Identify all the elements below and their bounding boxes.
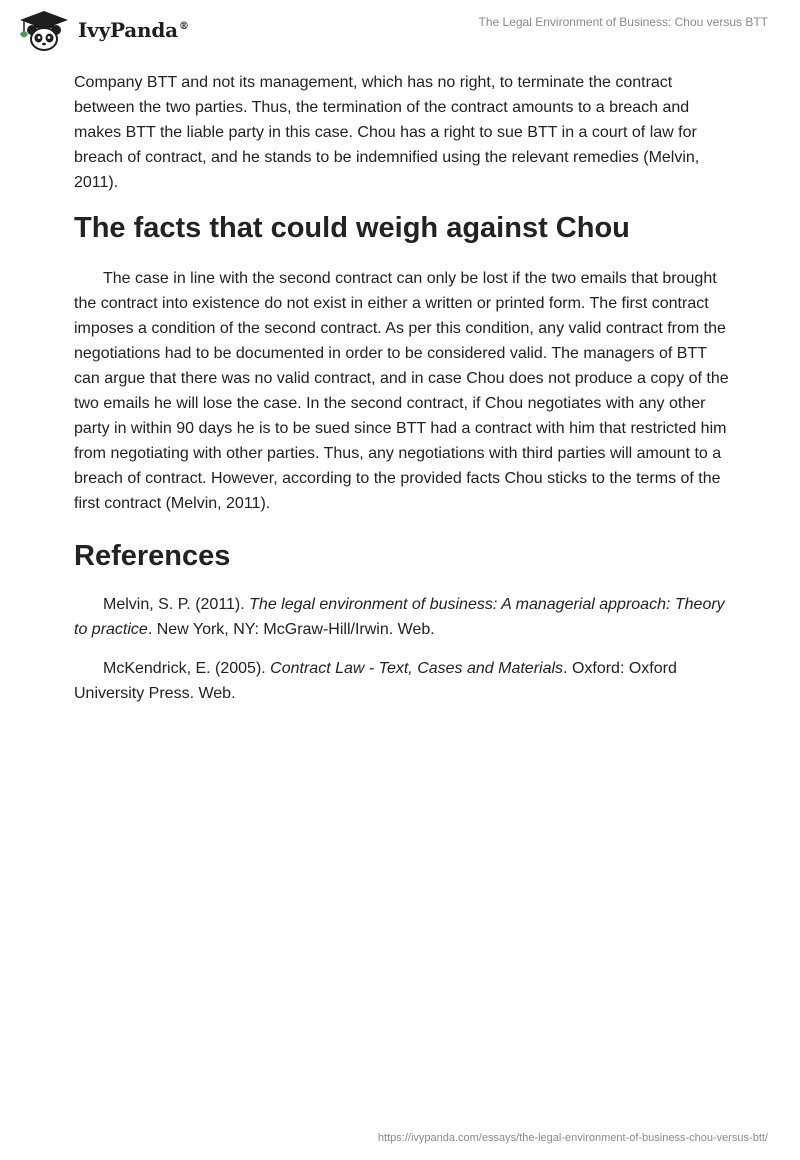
document-body bbox=[74, 70, 730, 720]
reference-item: Melvin, S. P. (2011). The legal environment of business: A managerial approach: Theory to practice. New York, NY: McGraw-Hill/Irwin. Web. bbox=[74, 596, 725, 638]
section-heading-facts: The facts that could weigh against Chou bbox=[74, 212, 630, 244]
reference-title: Contract Law - Text, Cases and Materials bbox=[270, 660, 564, 677]
brand-logo[interactable] bbox=[14, 8, 189, 52]
reference-title: The legal environment of business: A managerial approach: Theory to practice bbox=[74, 596, 725, 638]
source-url[interactable]: https://ivypanda.com/essays/the-legal-environment-of-business-chou-versus-btt/ bbox=[377, 1132, 768, 1144]
brand-name: IvyPanda® bbox=[78, 18, 189, 42]
references-heading: References bbox=[74, 540, 231, 572]
facts-paragraph: The case in line with the second contract can only be lost if the two emails that brought the contract into existence do not exist in either a written or printed form. The first contract imposes a condition of the second contract. As per this condition, any valid contract from the negotiations had to be documented in order to be considered valid. The managers of BTT can argue that there was no valid contract, and in case Chou does not produce a copy of the two emails he will lose the case. In the second contract, if Chou negotiates with any other party in within 90 days he is to be sued since BTT had a contract with him that restricted him from negotiating with other parties. Thus, any negotiations with third parties will amount to a breach of contract. However, according to the provided facts Chou sticks to the terms of the first contract (Melvin, 2011). bbox=[74, 270, 729, 512]
running-title: The Legal Environment of Business: Chou versus BTT bbox=[478, 15, 768, 29]
intro-paragraph: Company BTT and not its management, which has no right, to terminate the contract between the two parties. Thus, the termination of the contract amounts to a breach and makes BTT the liable party in this case. Chou has a right to sue BTT in a court of law for breach of contract, and he stands to be indemnified using the relevant remedies (Melvin, 2011). bbox=[74, 74, 700, 191]
reference-item: McKendrick, E. (2005). Contract Law - Text, Cases and Materials. Oxford: Oxford University Press. Web. bbox=[74, 660, 677, 702]
page-header bbox=[0, 0, 800, 60]
panda-graduate-icon bbox=[14, 8, 74, 52]
